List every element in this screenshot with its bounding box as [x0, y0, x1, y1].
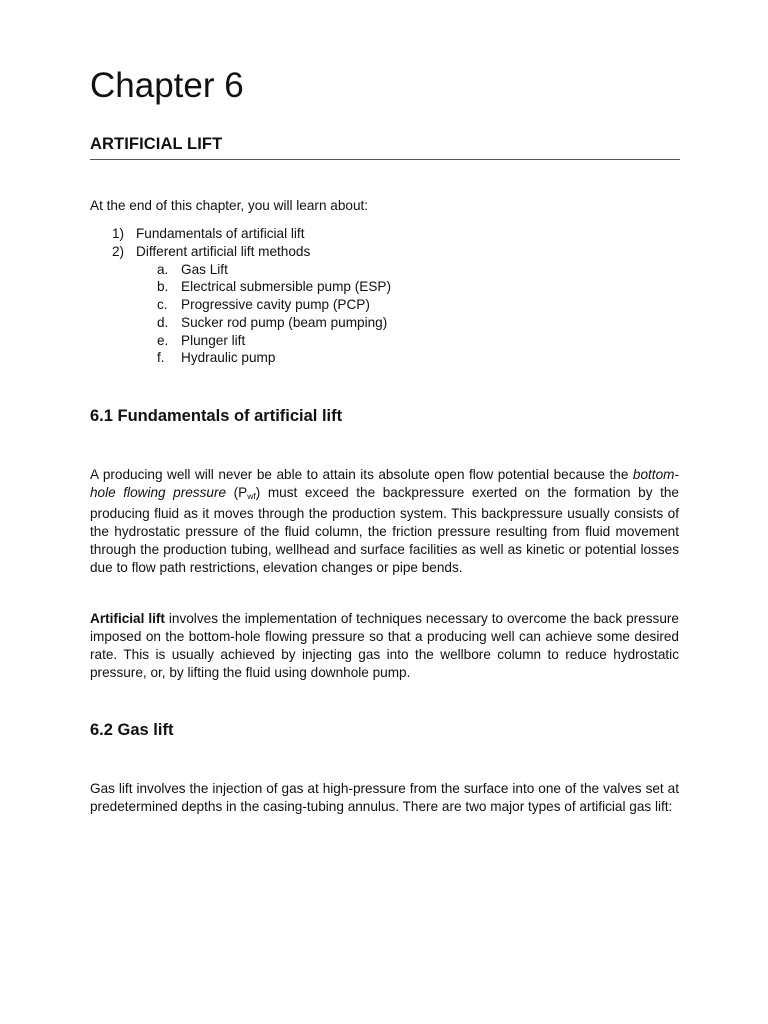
list-marker: e.	[157, 333, 169, 348]
bold-term: Artificial lift	[90, 611, 165, 626]
list-item	[157, 278, 392, 296]
list-marker: 2)	[112, 244, 125, 259]
list-item-text: Different artificial lift methods	[136, 244, 311, 259]
intro-text: At the end of this chapter, you will learn about:	[90, 198, 369, 213]
list-item-text: Progressive cavity pump (PCP)	[181, 297, 370, 312]
section-6-1-heading: 6.1 Fundamentals of artificial lift	[90, 407, 343, 425]
list-item	[112, 225, 305, 243]
list-item-text: Gas Lift	[181, 262, 228, 277]
section-heading: ARTIFICIAL LIFT	[90, 135, 223, 153]
symbol-close: )	[255, 485, 261, 500]
list-item-text: Fundamentals of artificial lift	[136, 226, 305, 241]
section-6-2-paragraph-1: Gas lift involves the injection of gas at high-pressure from the surface into one of the valves set at predetermined depths in the casing-tubing annulus. There are two major types of artificial gas lift:	[90, 781, 679, 814]
list-item-text: Sucker rod pump (beam pumping)	[181, 315, 388, 330]
italic-term: bottom-hole flowing pressure	[90, 467, 679, 500]
paragraph-text: involves the implementation of techniques necessary to overcome the back pressure imposed on the bottom-hole flowing pressure so that a producing well can achieve some desired rate. This is usually achieved by injecting gas into the wellbore column to reduce hydrostatic pressure, or, by lifting the fluid using downhole pump.	[90, 611, 679, 680]
list-marker: a.	[157, 262, 169, 277]
chapter-title: Chapter 6	[90, 66, 244, 105]
list-item-text: Plunger lift	[181, 333, 246, 348]
list-item	[157, 261, 228, 279]
list-item	[157, 332, 246, 350]
list-item-text: Electrical submersible pump (ESP)	[181, 279, 392, 294]
paragraph-text: must exceed the backpressure exerted on the formation by the producing fluid as it moves through the production system. This backpressure usually consists of the hydrostatic pressure of the fluid column, the friction pressure resulting from fluid movement through the production tubing, wellhead and surface facilities as well as kinetic or potential losses due to flow path restrictions, elevation changes or pipe bends.	[90, 485, 679, 575]
symbol-subscript: wf	[247, 491, 256, 501]
section-6-1-paragraph-2	[90, 610, 679, 682]
section-6-1-paragraph-1	[90, 466, 679, 577]
symbol-open: (P	[226, 485, 248, 500]
list-item	[157, 296, 370, 314]
list-marker: b.	[157, 279, 169, 294]
list-item	[157, 349, 276, 367]
paragraph-text: A producing well will never be able to attain its absolute open flow potential because the	[90, 467, 633, 482]
list-marker: d.	[157, 315, 169, 330]
list-item	[157, 314, 388, 332]
list-item	[112, 243, 311, 261]
list-marker: 1)	[112, 226, 125, 241]
list-item-text: Hydraulic pump	[181, 350, 276, 365]
section-6-2-heading: 6.2 Gas lift	[90, 721, 174, 739]
list-marker: f.	[157, 350, 165, 365]
list-marker: c.	[157, 297, 168, 312]
heading-divider	[90, 159, 680, 160]
